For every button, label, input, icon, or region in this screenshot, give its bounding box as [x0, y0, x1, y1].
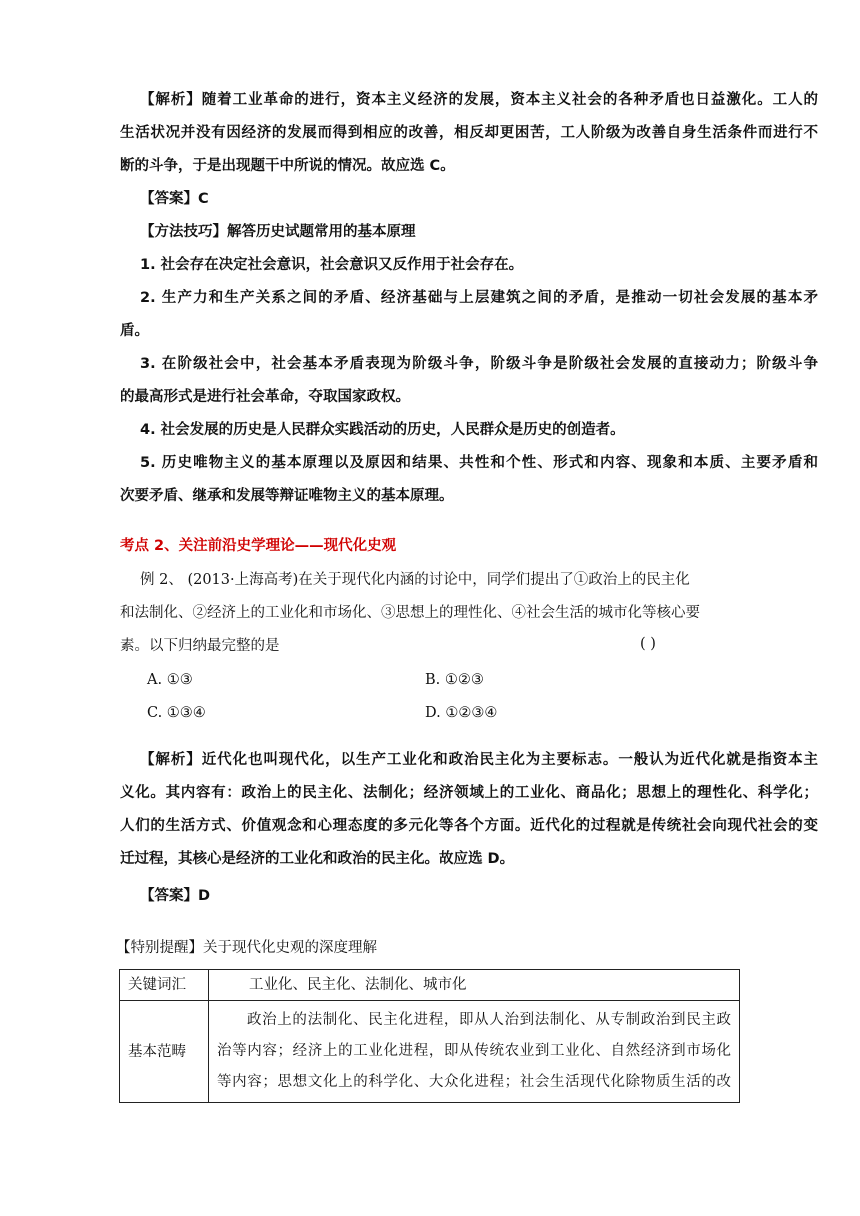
- method-point-5-line-2: 次要矛盾、继承和发展等辩证唯物主义的基本原理。: [120, 488, 454, 504]
- table-value-line: 等内容；思想文化上的科学化、大众化进程；社会生活现代化除物质生活的改: [217, 1074, 731, 1090]
- method-point-4: 4. 社会发展的历史是人民群众实践活动的历史，人民群众是历史的创造者。: [140, 422, 625, 438]
- table-value-cell: 工业化、民主化、法制化、城市化: [209, 970, 740, 1001]
- option-a: A. ①③: [147, 672, 193, 688]
- analysis-1-line-1: 【解析】随着工业革命的进行，资本主义经济的发展，资本主义社会的各种矛盾也日益激化。工人的: [140, 92, 818, 108]
- method-point-3-line-2: 的最高形式是进行社会革命，夺取国家政权。: [120, 389, 410, 405]
- option-c: C. ①③④: [147, 705, 206, 721]
- method-point-2-line-2: 盾。: [120, 323, 149, 339]
- option-d: D. ①②③④: [425, 705, 498, 721]
- analysis-1-line-3: 断的斗争，于是出现题干中所说的情况。故应选 C。: [120, 158, 455, 174]
- table-row: [120, 970, 740, 1001]
- analysis-2-line-1: 【解析】近代化也叫现代化，以生产工业化和政治民主化为主要标志。一般认为近代化就是指资本主: [140, 752, 818, 768]
- table-value-line: 治等内容；经济上的工业化进程，即从传统农业到工业化、自然经济到市场化: [217, 1043, 731, 1059]
- special-tip-heading: 【特别提醒】关于现代化史观的深度理解: [116, 940, 377, 956]
- table-key-cell: 基本范畴: [120, 1001, 209, 1103]
- analysis-2-line-4: 迁过程，其核心是经济的工业化和政治的民主化。故应选 D。: [120, 851, 515, 867]
- method-point-1: 1. 社会存在决定社会意识，社会意识又反作用于社会存在。: [140, 257, 524, 273]
- method-heading: 【方法技巧】解答历史试题常用的基本原理: [140, 224, 416, 240]
- table-key-cell: 关键词汇: [120, 970, 209, 1001]
- method-point-2-line-1: 2. 生产力和生产关系之间的矛盾、经济基础与上层建筑之间的矛盾，是推动一切社会发展的基本矛: [140, 290, 818, 306]
- example-2-line-1: 例 2、 (2013·上海高考)在关于现代化内涵的讨论中，同学们提出了①政治上的民主化: [140, 572, 690, 588]
- answer-1: 【答案】C: [140, 191, 209, 207]
- example-2-line-2: 和法制化、②经济上的工业化和市场化、③思想上的理性化、④社会生活的城市化等核心要: [120, 605, 700, 621]
- table-row: [120, 1001, 740, 1103]
- analysis-1-line-2: 生活状况并没有因经济的发展而得到相应的改善，相反却更困苦，工人阶级为改善自身生活条件而进行不: [120, 125, 818, 141]
- analysis-2-line-2: 义化。其内容有：政治上的民主化、法制化；经济领域上的工业化、商品化；思想上的理性化、科学化；: [120, 785, 818, 801]
- answer-2: 【答案】D: [140, 888, 211, 904]
- example-2-line-3: 素。以下归纳最完整的是: [120, 638, 280, 654]
- table-value-line: 政治上的法制化、民主化进程，即从人治到法制化、从专制政治到民主政: [247, 1012, 731, 1028]
- concept-table: [119, 969, 740, 1103]
- method-point-3-line-1: 3. 在阶级社会中，社会基本矛盾表现为阶级斗争，阶级斗争是阶级社会发展的直接动力；阶级斗争: [140, 356, 818, 372]
- option-b: B. ①②③: [425, 672, 484, 688]
- section-2-title: 考点 2、关注前沿史学理论——现代化史观: [120, 538, 397, 554]
- analysis-2-line-3: 人们的生活方式、价值观念和心理态度的多元化等各个方面。近代化的过程就是传统社会向现代社会的变: [120, 818, 818, 834]
- answer-blank: ( ): [640, 636, 656, 652]
- table-value-cell: [209, 1001, 740, 1103]
- method-point-5-line-1: 5. 历史唯物主义的基本原理以及原因和结果、共性和个性、形式和内容、现象和本质、主要矛盾和: [140, 455, 818, 471]
